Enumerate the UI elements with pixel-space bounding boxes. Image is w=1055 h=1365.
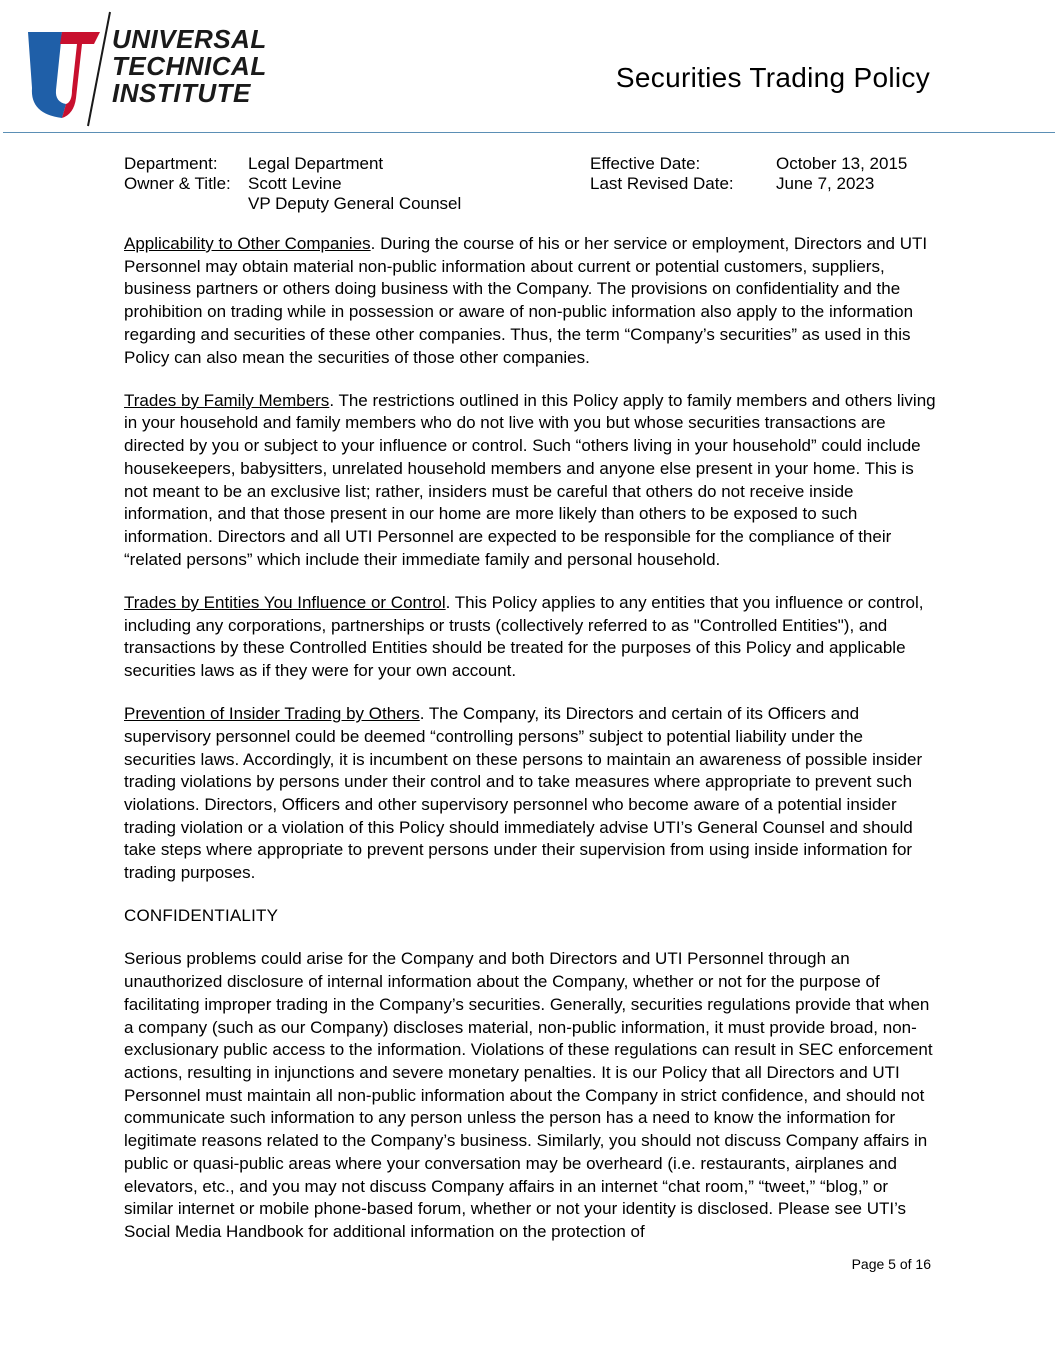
- section-family-members: [124, 390, 936, 572]
- section-heading: Trades by Entities You Influence or Control: [124, 592, 446, 612]
- section-prevention: [124, 703, 936, 885]
- revised-date-value: June 7, 2023: [776, 174, 875, 193]
- document-title: Securities Trading Policy: [615, 62, 930, 93]
- section-heading: Prevention of Insider Trading by Others: [124, 704, 420, 724]
- section-text: . The restrictions outlined in this Policy apply to family members and others living in your household and family members who do not live with you but whose securities transactions are directed by you or subject to your influence or control. Such “others living in your household” could include housekeepers, babysitters, unrelated household members and anyone else present in your home. This is not meant to be an exclusive list; rather, insiders must be careful that others do not receive inside information, and that those present in our home are more likely than others to be exposed to such information. Directors and all UTI Personnel are expected to be responsible for the compliance of their “related persons” which include their immediate family and personal household.: [124, 390, 936, 569]
- owner-name: Scott Levine: [248, 174, 342, 193]
- section-heading: Applicability to Other Companies: [124, 234, 371, 253]
- department-value: Legal Department: [248, 154, 384, 173]
- section-text: . During the course of his or her service or employment, Directors and UTI Personnel may obtain material non-public information about current or potential customers, suppliers, business partners or others doing business with the Company. The provisions on confidentiality and the prohibition on trading while in possession or aware of non-public information also apply to the information regarding and securities of these other companies. Thus, the term “Company’s securities” as used in this Policy can also mean the securities of those other companies.: [124, 234, 928, 367]
- section-heading: Trades by Family Members: [124, 390, 330, 410]
- effective-date-value: October 13, 2015: [776, 154, 908, 173]
- section-text: . The Company, its Directors and certain of its Officers and supervisory personnel could be deemed “controlling persons” subject to potential liability under the securities laws. Accordingly, it is incumbent on these persons to maintain an awareness of possible insider trading violations by persons under their control and to take measures where appropriate to prevent such violations. Directors, Officers and other supervisory personnel who become aware of a potential insider trading violation or a violation of this Policy should immediately advise UTI’s General Counsel and should take steps where appropriate to prevent persons under their supervision from using inside information for trading purposes.: [124, 704, 923, 883]
- owner-title: VP Deputy General Counsel: [248, 194, 462, 213]
- uti-logo-mark-icon: [22, 10, 114, 128]
- confidentiality-heading: CONFIDENTIALITY: [124, 906, 279, 926]
- header-divider: [3, 132, 1055, 133]
- section-text: . This Policy applies to any entities that you influence or control, including any corporations, partnerships or trusts (collectively referred to as "Controlled Entities"), and transactions by these Controlled Entities should be treated for the purposes of this Policy and applicable securities laws as if they were for your own account.: [124, 592, 924, 680]
- policy-body: [124, 233, 936, 1264]
- department-label: Department:: [124, 154, 218, 173]
- company-logo: [22, 10, 277, 128]
- logo-text-line-1: UNIVERSAL: [112, 24, 267, 54]
- owner-label: Owner & Title:: [124, 174, 231, 193]
- logo-text-line-2: TECHNICAL: [112, 51, 267, 81]
- document-meta: [124, 154, 934, 214]
- effective-date-label: Effective Date:: [590, 154, 701, 173]
- confidentiality-text: Serious problems could arise for the Company and both Directors and UTI Personnel through an unauthorized disclosure of internal information about the Company, whether or not for the purpose of facilitating improper trading in the Company’s securities. Generally, securities regulations provide that when a company (such as our Company) discloses material, non-public information, it must provide broad, non-exclusionary public access to the information. Violations of these regulations can result in SEC enforcement actions, resulting in injunctions and severe monetary penalties. It is our Policy that all Directors and UTI Personnel must maintain all non-public information about the Company in strict confidence, and should not communicate such information to any person unless the person has a need to know the information for legitimate reasons related to the Company’s business. Similarly, you should not discuss Company affairs in public or quasi-public areas where your conversation may be overheard (i.e. restaurants, airplanes and elevators, etc., and you may not discuss Company affairs in an internet “chat room,” “tweet,” “blog,” or similar internet or mobile phone-based forum, whether or not your identity is disclosed. Please see UTI’s Social Media Handbook for additional information on the protection of: [124, 949, 933, 1241]
- logo-text-line-3: INSTITUTE: [112, 78, 251, 108]
- section-controlled-entities: [124, 592, 936, 683]
- revised-date-label: Last Revised Date:: [590, 174, 734, 193]
- section-applicability: [124, 233, 936, 369]
- page-number: Page 5 of 16: [851, 1256, 931, 1272]
